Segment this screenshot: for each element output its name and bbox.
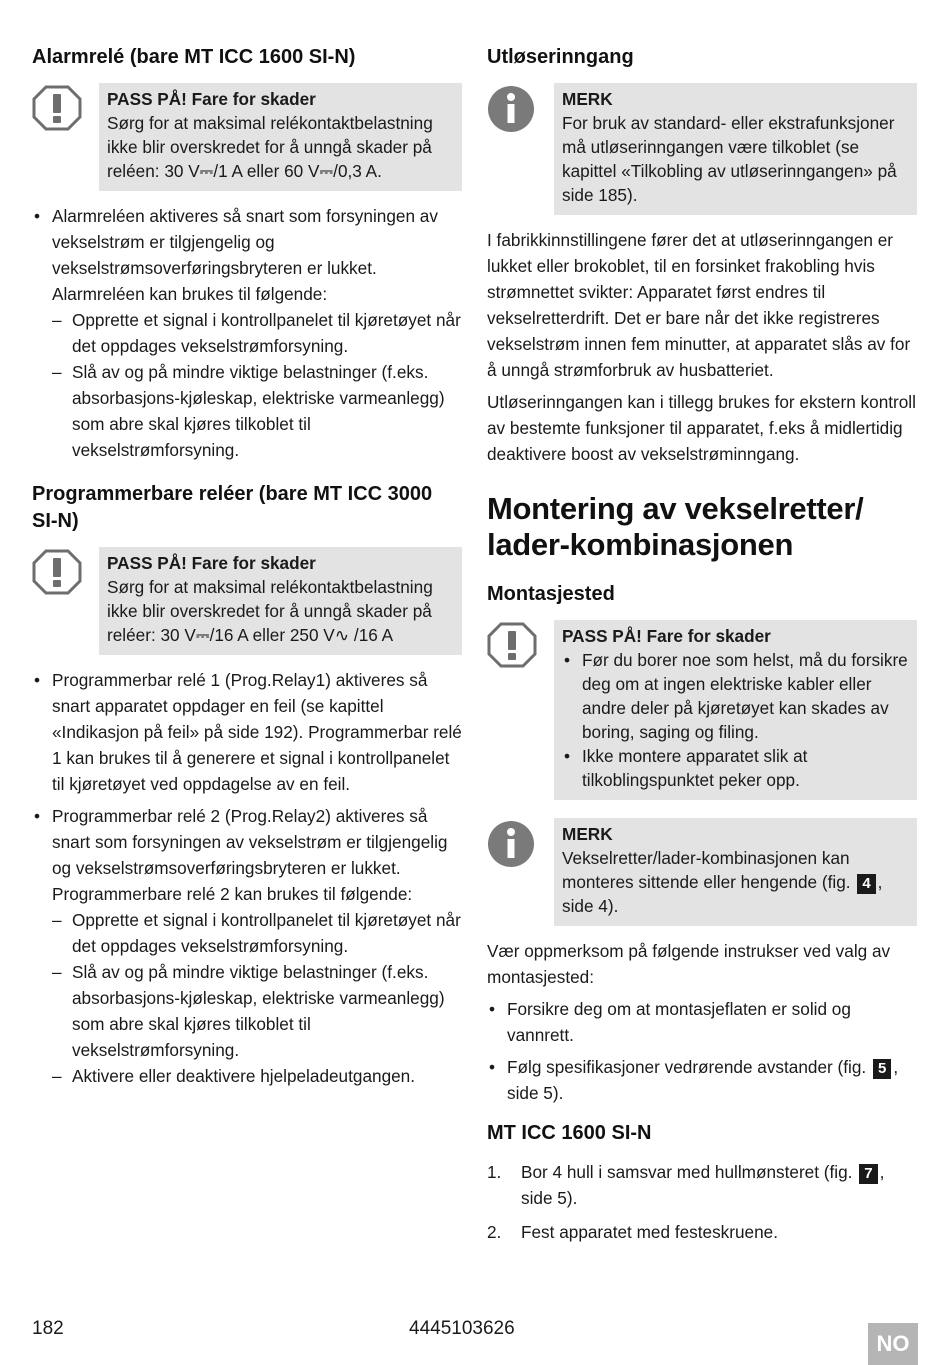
caution-list <box>562 648 909 792</box>
model-heading: MT ICC 1600 SI-N <box>487 1122 652 1144</box>
trigger-input-heading: Utløserinngang <box>487 46 634 68</box>
document-code: 4445103626 <box>409 1318 515 1339</box>
note-text-part: Vekselretter/lader-kombinasjonen kan monteres sittende eller hengende (fig. <box>562 848 851 892</box>
alarm-relay-heading: Alarmrelé (bare MT ICC 1600 SI-N) <box>32 46 356 68</box>
info-icon <box>487 85 535 133</box>
notice-text: Sørg for at maksimal relékontaktbelastning ikke blir overskredet for å unngå skader på reléer: 30 V⎓/16 A eller 250 V∿ /16 A <box>107 577 433 645</box>
list-item <box>32 803 462 1089</box>
prog-bullet-list <box>32 667 462 1089</box>
figure-reference-badge: 5 <box>873 1059 891 1079</box>
trigger-note-notice <box>487 83 917 215</box>
page-number: 182 <box>32 1318 64 1339</box>
notice-title: PASS PÅ! Fare for skader <box>107 553 316 573</box>
list-item: – Aktivere eller deaktivere hjelpeladeutgangen. <box>52 1063 462 1089</box>
list-item: • Forsikre deg om at montasjeflaten er solid og vannrett. <box>487 996 917 1048</box>
prog-caution-notice <box>32 547 462 655</box>
trigger-paragraph-1: I fabrikkinnstillingene fører det at utløserinngangen er lukket eller brokoblet, til en forsinket frakobling hvis strømnettet svikter: Apparatet først endres til vekselretterdrift. Det er bare når det ikke registreres vekselstrøm innen fem minutter, at apparatet slås av for å unngå strømforbruk av husbatteriet. <box>487 230 911 380</box>
mounting-bullet-list <box>487 996 917 1106</box>
notice-title: PASS PÅ! Fare for skader <box>107 89 316 109</box>
step-text: , side 5). <box>521 1162 885 1208</box>
notice-text <box>562 846 909 918</box>
notice-text: Sørg for at maksimal relékontaktbelastning ikke blir overskredet for å unngå skader på reléen: 30 V⎓/1 A eller 60 V⎓/0,3 A. <box>107 113 433 181</box>
list-item <box>487 1219 917 1245</box>
mounting-location-heading: Montasjested <box>487 583 615 605</box>
list-item: – Opprette et signal i kontrollpanelet til kjøretøyet når det oppdages vekselstrømforsyning. <box>52 307 462 359</box>
mounting-section-title: Montering av vekselretter/ lader-kombinasjonen <box>487 491 864 562</box>
notice-title: PASS PÅ! Fare for skader <box>562 626 771 646</box>
bullet-text-part: Følg spesifikasjoner vedrørende avstander (fig. <box>507 1057 867 1077</box>
step-text: Fest apparatet med festeskruene. <box>521 1222 778 1242</box>
step-number: 2. <box>487 1222 502 1242</box>
programmable-relays-heading: Programmerbare reléer (bare MT ICC 3000 SI-N) <box>32 483 433 532</box>
mounting-intro: Vær oppmerksom på følgende instrukser ved valg av montasjested: <box>487 941 891 987</box>
step-text: Bor 4 hull i samsvar med hullmønsteret (fig. <box>521 1162 853 1182</box>
notice-text: For bruk av standard- eller ekstrafunksjoner må utløserinngangen være tilkoblet (se kapittel «Tilkobling av utløserinngangen» på side 185). <box>562 113 897 205</box>
left-column <box>32 44 462 1095</box>
caution-icon <box>32 85 82 131</box>
prog-sub-list <box>52 907 462 1089</box>
bullet-text-part: , side 5). <box>507 1057 899 1103</box>
note-text-part: , side 4). <box>562 872 883 916</box>
alarm-bullet-list <box>32 203 462 463</box>
alarm-caution-notice <box>32 83 462 191</box>
list-item <box>487 1159 917 1211</box>
list-item: • Før du borer noe som helst, må du forsikre deg om at ingen elektriske kabler eller andre deler på kjøretøyet kan skades av boring, saging og filing. <box>562 648 909 744</box>
figure-reference-badge: 7 <box>859 1164 877 1184</box>
list-item <box>487 1054 917 1106</box>
list-item: • Programmerbar relé 1 (Prog.Relay1) aktiveres så snart apparatet oppdager en feil (se kapittel «Indikasjon på feil» på side 192). Programmerbar relé 1 kan brukes til å generere et signal i kontrollpanelet til kjøretøyet ved oppdagelse av en feil. <box>32 667 462 797</box>
caution-icon <box>32 549 82 595</box>
step-number: 1. <box>487 1162 502 1182</box>
right-column <box>487 44 917 1253</box>
list-item <box>32 203 462 463</box>
trigger-paragraph-2: Utløserinngangen kan i tillegg brukes for ekstern kontroll av bestemte funksjoner til apparatet, f.eks å midlertidig deaktivere boost av vekselstrøminngang. <box>487 392 916 464</box>
figure-reference-badge: 4 <box>857 874 875 894</box>
language-tab: NO <box>868 1323 918 1365</box>
list-item: – Slå av og på mindre viktige belastninger (f.eks. absorbasjons-kjøleskap, elektriske varmeanlegg) som abre skal kjøres tilkoblet til vekselstrømforsyning. <box>52 359 462 463</box>
info-icon <box>487 820 535 868</box>
mount-note-notice <box>487 818 917 926</box>
mount-caution-notice <box>487 620 917 800</box>
list-item: • Ikke montere apparatet slik at tilkoblingspunktet peker opp. <box>562 744 909 792</box>
caution-icon <box>487 622 537 668</box>
list-item: – Opprette et signal i kontrollpanelet til kjøretøyet når det oppdages vekselstrømforsyning. <box>52 907 462 959</box>
notice-title: MERK <box>562 89 613 109</box>
mounting-steps-list <box>487 1159 917 1245</box>
notice-title: MERK <box>562 824 613 844</box>
alarm-bullet-text: Alarmreléen aktiveres så snart som forsyningen av vekselstrøm er tilgjengelig og vekselstrømsoverføringsbryteren er lukket. Alarmreléen kan brukes til følgende: <box>52 206 438 304</box>
prog-bullet2-text: Programmerbar relé 2 (Prog.Relay2) aktiveres så snart som forsyningen av vekselstrøm er tilgjengelig og vekselstrømsoverføringsbryteren er lukket. Programmerbare relé 2 kan brukes til følgende: <box>52 806 448 904</box>
list-item: – Slå av og på mindre viktige belastninger (f.eks. absorbasjons-kjøleskap, elektriske varmeanlegg) som abre skal kjøres tilkoblet til vekselstrømforsyning. <box>52 959 462 1063</box>
alarm-sub-list <box>52 307 462 463</box>
